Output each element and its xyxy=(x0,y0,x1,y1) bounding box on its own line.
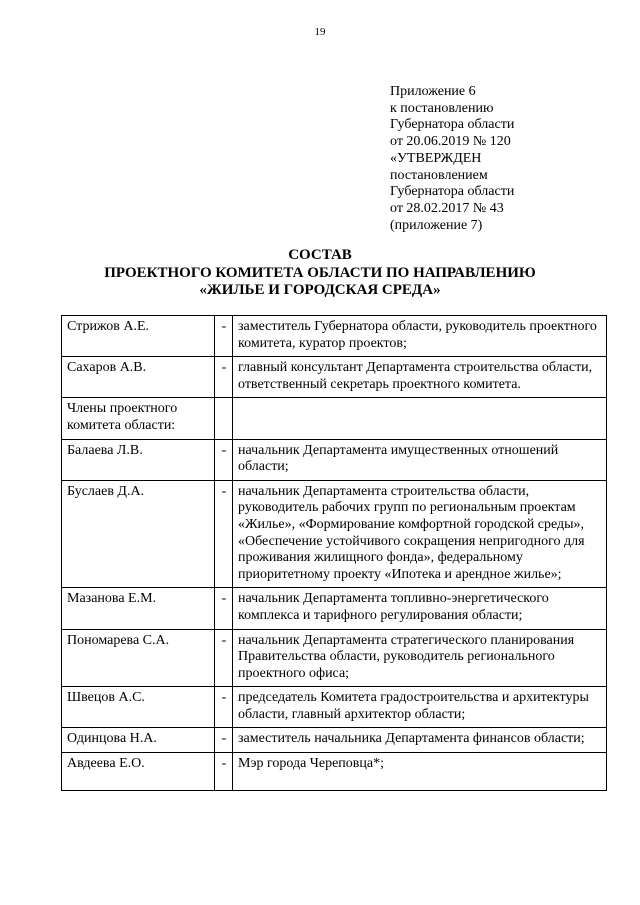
appendix-line: Губернатора области xyxy=(390,184,515,200)
dash-separator: - xyxy=(215,480,233,588)
dash-separator: - xyxy=(215,687,233,728)
dash-separator: - xyxy=(215,629,233,687)
table-row xyxy=(62,753,607,791)
title-line: ПРОЕКТНОГО КОМИТЕТА ОБЛАСТИ ПО НАПРАВЛЕНИЮ xyxy=(104,264,536,281)
member-role: главный консультант Департамента строительства области, ответственный секретарь проектного комитета. xyxy=(233,357,607,398)
member-role: заместитель Губернатора области, руководитель проектного комитета, куратор проектов; xyxy=(233,316,607,357)
title-line: СОСТАВ xyxy=(288,247,352,263)
table-row xyxy=(62,316,607,357)
member-name: Швецов А.С. xyxy=(62,687,215,728)
table-row xyxy=(62,629,607,687)
appendix-line: постановлением xyxy=(390,167,488,183)
member-name: Авдеева Е.О. xyxy=(62,753,215,791)
dash-separator: - xyxy=(215,439,233,480)
appendix-line: от 28.02.2017 № 43 xyxy=(390,200,504,216)
member-role: Мэр города Череповца*; xyxy=(233,753,607,791)
title-line: «ЖИЛЬЕ И ГОРОДСКАЯ СРЕДА» xyxy=(199,282,441,298)
appendix-header xyxy=(390,84,620,234)
dash-separator: - xyxy=(215,316,233,357)
table-row xyxy=(62,480,607,588)
member-role: начальник Департамента имущественных отношений области; xyxy=(233,439,607,480)
member-role: заместитель начальника Департамента финансов области; xyxy=(233,728,607,753)
table-row xyxy=(62,728,607,753)
dash-separator: - xyxy=(215,753,233,791)
appendix-line: Губернатора области xyxy=(390,117,515,133)
empty-cell xyxy=(215,398,233,439)
member-name: Буслаев Д.А. xyxy=(62,480,215,588)
page-number: 19 xyxy=(314,26,326,38)
appendix-line: к постановлению xyxy=(390,100,494,116)
dash-separator: - xyxy=(215,728,233,753)
table-row xyxy=(62,439,607,480)
table-row xyxy=(62,588,607,629)
empty-cell xyxy=(233,398,607,439)
member-name: Балаева Л.В. xyxy=(62,439,215,480)
member-name: Пономарева С.А. xyxy=(62,629,215,687)
document-title xyxy=(0,247,640,300)
member-role: начальник Департамента стратегического планирования Правительства области, руководитель регионального проектного офиса; xyxy=(233,629,607,687)
member-name: Одинцова Н.А. xyxy=(62,728,215,753)
appendix-line: от 20.06.2019 № 120 xyxy=(390,134,511,150)
appendix-line: «УТВЕРЖДЕН xyxy=(390,150,482,166)
table-row xyxy=(62,687,607,728)
member-name: Мазанова Е.М. xyxy=(62,588,215,629)
member-name: Стрижов А.Е. xyxy=(62,316,215,357)
table-row xyxy=(62,398,607,439)
table-row xyxy=(62,357,607,398)
members-group-label: Члены проектного комитета области: xyxy=(62,398,215,439)
committee-members-table xyxy=(61,315,607,791)
member-role: начальник Департамента топливно-энергетического комплекса и тарифного регулирования области; xyxy=(233,588,607,629)
appendix-line: Приложение 6 xyxy=(390,84,476,99)
dash-separator: - xyxy=(215,357,233,398)
dash-separator: - xyxy=(215,588,233,629)
member-role: председатель Комитета градостроительства и архитектуры области, главный архитектор области; xyxy=(233,687,607,728)
member-role: начальник Департамента строительства области, руководитель рабочих групп по региональным проектам «Жилье», «Формирование комфортной городской среды», «Обеспечение устойчивого сокращения непригодного для проживания жилищного фонда», федеральному приоритетному проекту «Ипотека и арендное жилье»; xyxy=(233,480,607,588)
appendix-line: (приложение 7) xyxy=(390,217,483,233)
member-name: Сахаров А.В. xyxy=(62,357,215,398)
